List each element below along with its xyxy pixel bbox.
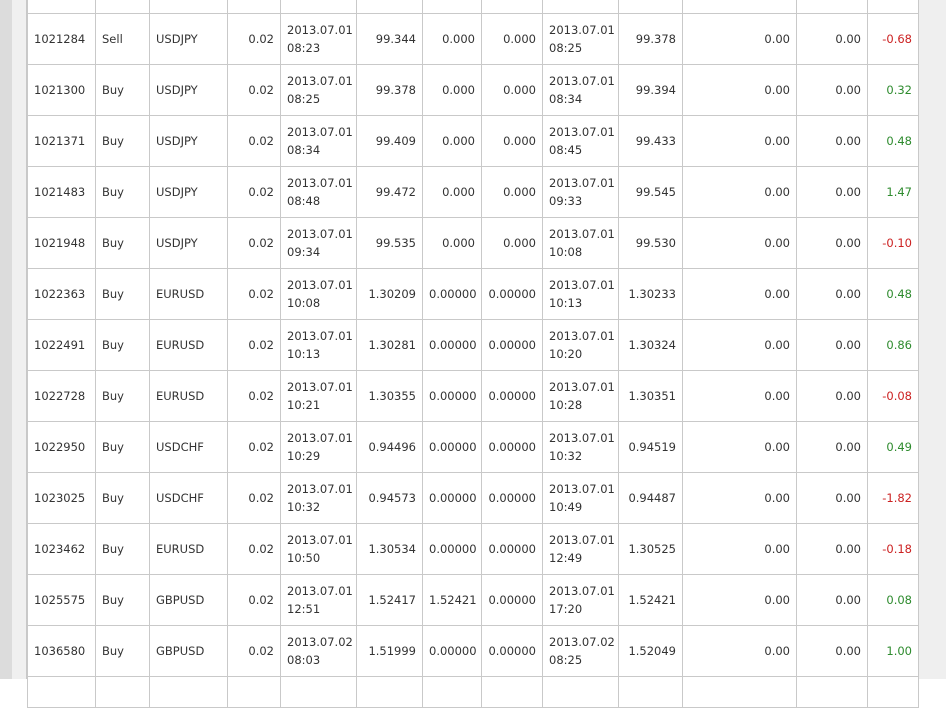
size-cell: 0.02 bbox=[228, 422, 281, 473]
take-profit-cell: 0.000 bbox=[482, 116, 543, 167]
open-time: 10:50 bbox=[287, 551, 321, 565]
table-row bbox=[28, 218, 919, 269]
close-time-cell bbox=[543, 371, 619, 422]
commission-cell: 0.00 bbox=[683, 218, 797, 269]
open-date: 2013.07.01 bbox=[287, 278, 353, 292]
open-time: 08:03 bbox=[287, 653, 321, 667]
stop-loss-cell: 0.00000 bbox=[423, 371, 482, 422]
open-date: 2013.07.01 bbox=[287, 74, 353, 88]
type-cell: Buy bbox=[96, 269, 150, 320]
take-profit-cell: 0.00000 bbox=[482, 626, 543, 677]
swap-cell: 0.00 bbox=[797, 473, 868, 524]
close-date: 2013.07.01 bbox=[549, 278, 615, 292]
type-cell: Buy bbox=[96, 218, 150, 269]
profit-cell: 1.47 bbox=[868, 167, 919, 218]
type-cell: Buy bbox=[96, 116, 150, 167]
take-profit-cell: 0.000 bbox=[482, 218, 543, 269]
stop-loss-cell: 0.000 bbox=[423, 116, 482, 167]
close-date: 2013.07.01 bbox=[549, 329, 615, 343]
close-time: 08:45 bbox=[549, 143, 583, 157]
table-row bbox=[28, 167, 919, 218]
table-row bbox=[28, 320, 919, 371]
stop-loss-cell: 0.00000 bbox=[423, 473, 482, 524]
ticket-cell: 1036580 bbox=[28, 626, 96, 677]
close-time: 10:49 bbox=[549, 500, 583, 514]
commission-cell: 0.00 bbox=[683, 524, 797, 575]
size-cell: 0.02 bbox=[228, 218, 281, 269]
type-cell: Buy bbox=[96, 422, 150, 473]
open-price-cell: 0.94573 bbox=[357, 473, 423, 524]
close-time: 12:49 bbox=[549, 551, 583, 565]
close-price-cell: 1.30525 bbox=[619, 524, 683, 575]
commission-cell: 0.00 bbox=[683, 575, 797, 626]
close-price-cell: 99.530 bbox=[619, 218, 683, 269]
size-cell: 0.02 bbox=[228, 626, 281, 677]
open-date: 2013.07.01 bbox=[287, 23, 353, 37]
open-time: 10:29 bbox=[287, 449, 321, 463]
open-time-cell bbox=[281, 167, 357, 218]
open-time: 10:32 bbox=[287, 500, 321, 514]
type-cell: Sell bbox=[96, 14, 150, 65]
close-time: 08:25 bbox=[549, 653, 583, 667]
close-time: 08:25 bbox=[549, 41, 583, 55]
open-time: 08:23 bbox=[287, 41, 321, 55]
profit-cell: -0.68 bbox=[868, 14, 919, 65]
close-price-cell: 0.94487 bbox=[619, 473, 683, 524]
open-time: 10:21 bbox=[287, 398, 321, 412]
ticket-cell: 1022363 bbox=[28, 269, 96, 320]
symbol-cell: USDJPY bbox=[150, 167, 228, 218]
profit-cell: 0.48 bbox=[868, 116, 919, 167]
profit-cell: 0.49 bbox=[868, 422, 919, 473]
profit-cell: -1.82 bbox=[868, 473, 919, 524]
take-profit-cell: 0.00000 bbox=[482, 320, 543, 371]
symbol-cell: EURUSD bbox=[150, 320, 228, 371]
close-time-cell bbox=[543, 116, 619, 167]
commission-cell: 0.00 bbox=[683, 320, 797, 371]
ticket-cell: 1025575 bbox=[28, 575, 96, 626]
ticket-cell: 1022491 bbox=[28, 320, 96, 371]
symbol-cell: GBPUSD bbox=[150, 575, 228, 626]
commission-cell: 0.00 bbox=[683, 269, 797, 320]
open-price-cell: 1.52417 bbox=[357, 575, 423, 626]
close-date: 2013.07.01 bbox=[549, 380, 615, 394]
swap-cell: 0.00 bbox=[797, 524, 868, 575]
commission-cell: 0.00 bbox=[683, 422, 797, 473]
stop-loss-cell: 0.000 bbox=[423, 218, 482, 269]
symbol-cell: EURUSD bbox=[150, 269, 228, 320]
close-time: 09:33 bbox=[549, 194, 583, 208]
symbol-cell: USDCHF bbox=[150, 422, 228, 473]
profit-cell: -0.10 bbox=[868, 218, 919, 269]
type-cell: Buy bbox=[96, 167, 150, 218]
stop-loss-cell: 0.000 bbox=[423, 14, 482, 65]
open-time: 09:34 bbox=[287, 245, 321, 259]
open-time-cell bbox=[281, 626, 357, 677]
right-gutter bbox=[918, 0, 946, 679]
close-date: 2013.07.01 bbox=[549, 584, 615, 598]
close-price-cell: 1.30324 bbox=[619, 320, 683, 371]
stop-loss-cell: 0.00000 bbox=[423, 320, 482, 371]
close-price-cell: 99.394 bbox=[619, 65, 683, 116]
open-date: 2013.07.01 bbox=[287, 227, 353, 241]
take-profit-cell: 0.00000 bbox=[482, 371, 543, 422]
open-time: 12:51 bbox=[287, 602, 321, 616]
close-date: 2013.07.01 bbox=[549, 74, 615, 88]
open-time-cell bbox=[281, 371, 357, 422]
type-cell: Buy bbox=[96, 371, 150, 422]
ticket-cell: 1021483 bbox=[28, 167, 96, 218]
open-price-cell: 1.51999 bbox=[357, 626, 423, 677]
swap-cell: 0.00 bbox=[797, 116, 868, 167]
table-row bbox=[28, 371, 919, 422]
trade-history-table bbox=[27, 0, 919, 708]
close-date: 2013.07.01 bbox=[549, 431, 615, 445]
table-row bbox=[28, 473, 919, 524]
commission-cell: 0.00 bbox=[683, 14, 797, 65]
take-profit-cell: 0.00000 bbox=[482, 422, 543, 473]
symbol-cell: USDJPY bbox=[150, 116, 228, 167]
swap-cell: 0.00 bbox=[797, 269, 868, 320]
open-date: 2013.07.01 bbox=[287, 125, 353, 139]
profit-cell: -0.18 bbox=[868, 524, 919, 575]
close-price-cell: 1.30233 bbox=[619, 269, 683, 320]
close-time-cell bbox=[543, 167, 619, 218]
open-price-cell: 99.472 bbox=[357, 167, 423, 218]
close-time-cell bbox=[543, 320, 619, 371]
swap-cell: 0.00 bbox=[797, 167, 868, 218]
profit-cell: 0.08 bbox=[868, 575, 919, 626]
close-price-cell: 99.378 bbox=[619, 14, 683, 65]
swap-cell: 0.00 bbox=[797, 575, 868, 626]
open-time-cell bbox=[281, 422, 357, 473]
close-time-cell bbox=[543, 218, 619, 269]
take-profit-cell: 0.000 bbox=[482, 65, 543, 116]
table-row bbox=[28, 575, 919, 626]
open-date: 2013.07.01 bbox=[287, 176, 353, 190]
open-price-cell: 99.535 bbox=[357, 218, 423, 269]
table-row bbox=[28, 65, 919, 116]
size-cell: 0.02 bbox=[228, 269, 281, 320]
close-price-cell: 99.545 bbox=[619, 167, 683, 218]
profit-cell: 0.32 bbox=[868, 65, 919, 116]
open-date: 2013.07.01 bbox=[287, 584, 353, 598]
take-profit-cell: 0.000 bbox=[482, 14, 543, 65]
close-date: 2013.07.01 bbox=[549, 176, 615, 190]
open-date: 2013.07.01 bbox=[287, 380, 353, 394]
close-date: 2013.07.01 bbox=[549, 23, 615, 37]
commission-cell: 0.00 bbox=[683, 65, 797, 116]
close-price-cell: 1.52049 bbox=[619, 626, 683, 677]
close-date: 2013.07.01 bbox=[549, 482, 615, 496]
close-price-cell: 0.94519 bbox=[619, 422, 683, 473]
open-price-cell: 1.30209 bbox=[357, 269, 423, 320]
close-time: 10:13 bbox=[549, 296, 583, 310]
size-cell: 0.02 bbox=[228, 575, 281, 626]
type-cell: Buy bbox=[96, 626, 150, 677]
open-price-cell: 1.30534 bbox=[357, 524, 423, 575]
stop-loss-cell: 0.00000 bbox=[423, 626, 482, 677]
open-time-cell bbox=[281, 65, 357, 116]
swap-cell: 0.00 bbox=[797, 65, 868, 116]
close-time: 08:34 bbox=[549, 92, 583, 106]
open-time: 10:13 bbox=[287, 347, 321, 361]
open-date: 2013.07.01 bbox=[287, 482, 353, 496]
left-gutter bbox=[12, 0, 27, 679]
open-time-cell bbox=[281, 218, 357, 269]
take-profit-cell: 0.00000 bbox=[482, 575, 543, 626]
size-cell: 0.02 bbox=[228, 167, 281, 218]
open-price-cell: 1.30355 bbox=[357, 371, 423, 422]
close-date: 2013.07.01 bbox=[549, 227, 615, 241]
swap-cell: 0.00 bbox=[797, 626, 868, 677]
symbol-cell: USDJPY bbox=[150, 218, 228, 269]
close-time-cell bbox=[543, 422, 619, 473]
table-row bbox=[28, 524, 919, 575]
type-cell: Buy bbox=[96, 65, 150, 116]
open-date: 2013.07.02 bbox=[287, 635, 353, 649]
stop-loss-cell: 0.00000 bbox=[423, 422, 482, 473]
take-profit-cell: 0.00000 bbox=[482, 524, 543, 575]
clipped-row-below bbox=[28, 677, 919, 708]
open-price-cell: 99.344 bbox=[357, 14, 423, 65]
profit-cell: 1.00 bbox=[868, 626, 919, 677]
close-time: 10:32 bbox=[549, 449, 583, 463]
open-time-cell bbox=[281, 575, 357, 626]
open-price-cell: 99.378 bbox=[357, 65, 423, 116]
ticket-cell: 1021948 bbox=[28, 218, 96, 269]
profit-cell: -0.08 bbox=[868, 371, 919, 422]
size-cell: 0.02 bbox=[228, 320, 281, 371]
open-date: 2013.07.01 bbox=[287, 329, 353, 343]
take-profit-cell: 0.00000 bbox=[482, 473, 543, 524]
open-time-cell bbox=[281, 269, 357, 320]
symbol-cell: EURUSD bbox=[150, 524, 228, 575]
swap-cell: 0.00 bbox=[797, 371, 868, 422]
table-row bbox=[28, 14, 919, 65]
close-time-cell bbox=[543, 626, 619, 677]
commission-cell: 0.00 bbox=[683, 626, 797, 677]
ticket-cell: 1023025 bbox=[28, 473, 96, 524]
close-date: 2013.07.02 bbox=[549, 635, 615, 649]
close-price-cell: 1.52421 bbox=[619, 575, 683, 626]
take-profit-cell: 0.00000 bbox=[482, 269, 543, 320]
close-time-cell bbox=[543, 65, 619, 116]
close-time: 17:20 bbox=[549, 602, 583, 616]
open-price-cell: 1.30281 bbox=[357, 320, 423, 371]
open-time: 08:34 bbox=[287, 143, 321, 157]
commission-cell: 0.00 bbox=[683, 116, 797, 167]
open-price-cell: 99.409 bbox=[357, 116, 423, 167]
size-cell: 0.02 bbox=[228, 65, 281, 116]
open-time-cell bbox=[281, 320, 357, 371]
ticket-cell: 1022728 bbox=[28, 371, 96, 422]
type-cell: Buy bbox=[96, 575, 150, 626]
stop-loss-cell: 0.00000 bbox=[423, 524, 482, 575]
ticket-cell: 1021284 bbox=[28, 14, 96, 65]
swap-cell: 0.00 bbox=[797, 422, 868, 473]
close-time-cell bbox=[543, 473, 619, 524]
close-time: 10:28 bbox=[549, 398, 583, 412]
clipped-row-above bbox=[28, 0, 919, 14]
stop-loss-cell: 0.000 bbox=[423, 65, 482, 116]
size-cell: 0.02 bbox=[228, 371, 281, 422]
commission-cell: 0.00 bbox=[683, 167, 797, 218]
close-time-cell bbox=[543, 269, 619, 320]
close-date: 2013.07.01 bbox=[549, 125, 615, 139]
size-cell: 0.02 bbox=[228, 473, 281, 524]
open-time-cell bbox=[281, 473, 357, 524]
open-time: 10:08 bbox=[287, 296, 321, 310]
ticket-cell: 1022950 bbox=[28, 422, 96, 473]
symbol-cell: GBPUSD bbox=[150, 626, 228, 677]
profit-cell: 0.48 bbox=[868, 269, 919, 320]
ticket-cell: 1021371 bbox=[28, 116, 96, 167]
stop-loss-cell: 1.52421 bbox=[423, 575, 482, 626]
open-time: 08:48 bbox=[287, 194, 321, 208]
symbol-cell: EURUSD bbox=[150, 371, 228, 422]
commission-cell: 0.00 bbox=[683, 371, 797, 422]
type-cell: Buy bbox=[96, 473, 150, 524]
profit-cell: 0.86 bbox=[868, 320, 919, 371]
size-cell: 0.02 bbox=[228, 524, 281, 575]
open-time-cell bbox=[281, 116, 357, 167]
open-date: 2013.07.01 bbox=[287, 431, 353, 445]
swap-cell: 0.00 bbox=[797, 218, 868, 269]
open-time-cell bbox=[281, 524, 357, 575]
table-row bbox=[28, 269, 919, 320]
close-time-cell bbox=[543, 14, 619, 65]
open-time-cell bbox=[281, 14, 357, 65]
symbol-cell: USDJPY bbox=[150, 65, 228, 116]
open-price-cell: 0.94496 bbox=[357, 422, 423, 473]
swap-cell: 0.00 bbox=[797, 320, 868, 371]
open-time: 08:25 bbox=[287, 92, 321, 106]
close-price-cell: 99.433 bbox=[619, 116, 683, 167]
size-cell: 0.02 bbox=[228, 14, 281, 65]
history-table-container bbox=[27, 0, 918, 708]
size-cell: 0.02 bbox=[228, 116, 281, 167]
table-row bbox=[28, 422, 919, 473]
type-cell: Buy bbox=[96, 320, 150, 371]
swap-cell: 0.00 bbox=[797, 14, 868, 65]
stop-loss-cell: 0.000 bbox=[423, 167, 482, 218]
type-cell: Buy bbox=[96, 524, 150, 575]
close-time-cell bbox=[543, 524, 619, 575]
stop-loss-cell: 0.00000 bbox=[423, 269, 482, 320]
close-date: 2013.07.01 bbox=[549, 533, 615, 547]
close-time-cell bbox=[543, 575, 619, 626]
commission-cell: 0.00 bbox=[683, 473, 797, 524]
take-profit-cell: 0.000 bbox=[482, 167, 543, 218]
ticket-cell: 1021300 bbox=[28, 65, 96, 116]
symbol-cell: USDJPY bbox=[150, 14, 228, 65]
close-time: 10:20 bbox=[549, 347, 583, 361]
table-row bbox=[28, 626, 919, 677]
ticket-cell: 1023462 bbox=[28, 524, 96, 575]
close-price-cell: 1.30351 bbox=[619, 371, 683, 422]
symbol-cell: USDCHF bbox=[150, 473, 228, 524]
close-time: 10:08 bbox=[549, 245, 583, 259]
open-date: 2013.07.01 bbox=[287, 533, 353, 547]
table-row bbox=[28, 116, 919, 167]
